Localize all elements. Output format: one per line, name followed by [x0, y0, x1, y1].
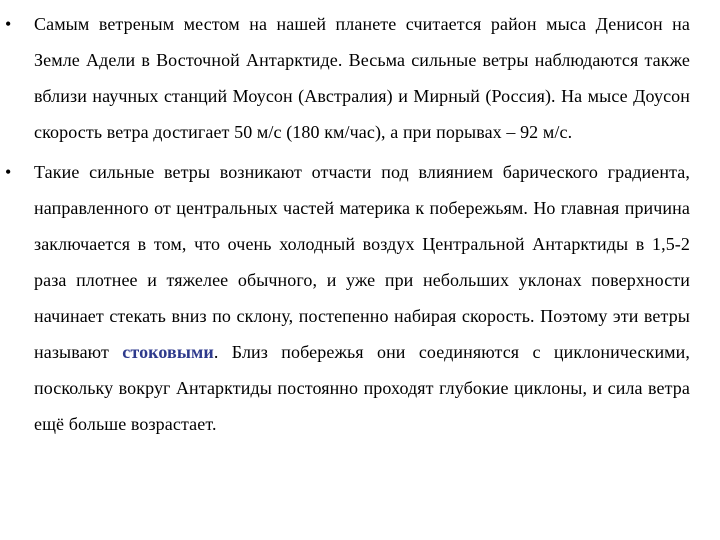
- bullet-item-cape-denison: [0, 6, 720, 150]
- bullet-item-katabatic-winds: [0, 154, 720, 442]
- bullet-marker-icon: •: [5, 162, 12, 182]
- bullet-marker-icon: •: [5, 14, 12, 34]
- bullet-list: [0, 6, 720, 446]
- bullet-text: [34, 154, 690, 442]
- bullet-text: Самым ветреным местом на нашей планете считается район мыса Денисон на Земле Адели в Восточной Антарктиде. Весьма сильные ветры наблюдаются также вблизи научных станций Моусон (Австралия) и Мирный (Россия). На мысе Доусон скорость ветра достигает 50 м/с (180 км/час), а при порывах – 92 м/с.: [34, 14, 690, 142]
- highlighted-term: стоковыми: [122, 342, 214, 362]
- bullet-text-part: Такие сильные ветры возникают отчасти под влиянием барического градиента, направленного от центральных частей материка к побережьям. Но главная причина заключается в том, что очень холодный воздух Центральной Антарктиды в 1,5-2 раза плотнее и тяжелее обычного, и уже при небольших уклонах поверхности начинает стекать вниз по склону, постепенно набирая скорость. Поэтому эти ветры называют: [34, 162, 690, 362]
- bullet-text-part: . Близ побережья они соединяются с циклоническими, поскольку вокруг Антарктиды постоянно проходят глубокие циклоны, и сила ветра ещё больше возрастает.: [34, 342, 690, 434]
